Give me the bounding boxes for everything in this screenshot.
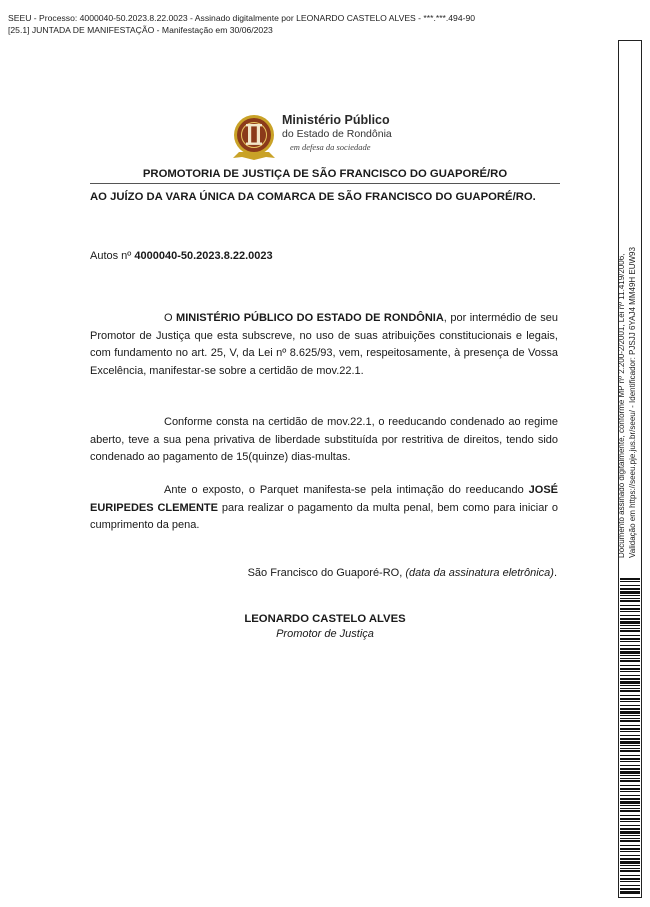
addressee: AO JUÍZO DA VARA ÚNICA DA COMARCA DE SÃO FRANCISCO DO GUAPORÉ/RO. [90,191,536,203]
defendant-name: JOSÉ EURIPEDES CLEMENTE [90,484,558,514]
case-number [90,250,273,262]
paragraph-request: Ante o exposto, o Parquet manifesta-se pela intimação do reeducando JOSÉ EURIPEDES CLEMENTE para realizar o pagamento da multa penal, bem como para iniciar o cumprimento da pena. [90,484,558,532]
barcode-icon [620,578,640,894]
paragraph-facts: Conforme consta na certidão de mov.22.1, o reeducando condenado ao regime aberto, teve a sua pena privativa de liberdade substituída por restritiva de direitos, tendo sido condenado ao pagamento de 15(quinze) dias-multas. [90,416,558,464]
entity-name: MINISTÉRIO PÚBLICO DO ESTADO DE RONDÔNIA [176,312,444,324]
paragraph-intro: O MINISTÉRIO PÚBLICO DO ESTADO DE RONDÔNIA, por intermédio de seu Promotor de Justiça que esta subscreve, no uso de suas atribuições constitucionais e legais, com fundamento no art. 25, V, da Lei nº 8.625/93, vem, respeitosamente, à presença de Vossa Excelência, manifestar-se sobre a certidão de mov.22.1. [90,312,558,377]
signer-name: LEONARDO CASTELO ALVES [244,613,406,625]
mp-ro-seal-icon [232,113,276,161]
logo-subtitle: do Estado de Rondônia [282,128,392,140]
signature-notice: Documento assinado digitalmente, conforme MP nº 2.200-2/2001, Lei nº 11.419/2006, [617,253,626,558]
date-note: (data da assinatura eletrônica) [405,567,554,579]
institution-logo [232,113,402,161]
logo-title: Ministério Público [282,113,390,127]
logo-motto: em defesa da sociedade [290,142,371,152]
process-header-line: SEEU - Processo: 4000040-50.2023.8.22.0023 - Assinado digitalmente por LEONARDO CASTELO ALVES - ***.***.494-90 [8,13,476,23]
filing-header-line: [25.1] JUNTADA DE MANIFESTAÇÃO - Manifestação em 30/06/2023 [8,25,273,35]
date-line: São Francisco do Guaporé-RO, (data da assinatura eletrônica). [247,567,557,579]
validation-link: Validação em https://seeu.pje.jus.br/seeu/ - Identificador: PJSJJ 6YAJ4 MM49H EUW93 [627,247,637,558]
title-divider [90,183,560,184]
signer-role: Promotor de Justiça [276,628,374,640]
case-number-value: 4000040-50.2023.8.22.0023 [134,250,273,262]
case-number-label: Autos nº [90,250,135,262]
office-title: PROMOTORIA DE JUSTIÇA DE SÃO FRANCISCO DO GUAPORÉ/RO [142,168,508,180]
